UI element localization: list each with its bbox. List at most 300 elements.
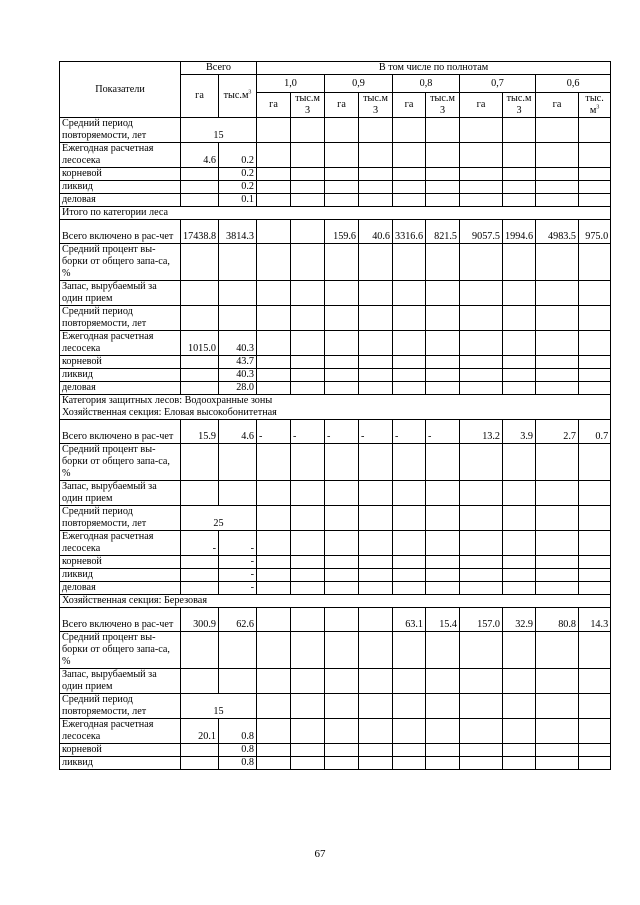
density-m3-cell (426, 719, 460, 744)
density-m3-cell (291, 608, 325, 632)
density-ga-cell (536, 369, 579, 382)
density-m3-cell (579, 281, 611, 306)
density-ga-cell (257, 719, 291, 744)
density-m3-cell: 821.5 (426, 220, 460, 244)
density-ga-cell (325, 444, 359, 481)
density-m3-cell (291, 244, 325, 281)
density-m3-cell (426, 569, 460, 582)
row-label: Ежегодная расчетная лесосека (60, 331, 181, 356)
total-ga-cell (181, 757, 219, 770)
row-label: Средний период повторяемости, лет (60, 694, 181, 719)
total-m3-cell: 62.6 (219, 608, 257, 632)
table-row (60, 220, 611, 244)
density-m3-cell (359, 168, 393, 181)
density-ga-cell (393, 382, 426, 395)
density-ga-cell: 3316.6 (393, 220, 426, 244)
density-m3-cell (291, 531, 325, 556)
table-row (60, 244, 611, 281)
density-m3-cell (359, 556, 393, 569)
total-ga-cell (181, 194, 219, 207)
total-m3-cell: 0.8 (219, 744, 257, 757)
density-m3-cell (291, 382, 325, 395)
row-label: корневой (60, 168, 181, 181)
section-row (60, 395, 611, 420)
total-m3-cell: 0.2 (219, 181, 257, 194)
density-ga-cell (393, 632, 426, 669)
density-m3-cell (291, 744, 325, 757)
header-unit-m3: тыс. $м^3$ (579, 93, 611, 118)
density-ga-cell (393, 281, 426, 306)
density-ga-cell (393, 194, 426, 207)
total-ga-cell (181, 382, 219, 395)
density-m3-cell (359, 143, 393, 168)
forest-cutting-table (59, 61, 611, 770)
density-ga-cell (460, 281, 503, 306)
density-ga-cell (257, 506, 291, 531)
density-m3-cell (359, 757, 393, 770)
density-ga-cell (325, 168, 359, 181)
density-m3-cell (291, 556, 325, 569)
density-ga-cell (257, 369, 291, 382)
section-row (60, 207, 611, 220)
section-title (60, 395, 611, 420)
density-m3-cell (359, 506, 393, 531)
table-row (60, 369, 611, 382)
density-ga-cell (460, 531, 503, 556)
density-m3-cell (359, 569, 393, 582)
density-m3-cell (579, 757, 611, 770)
density-ga-cell (325, 244, 359, 281)
header-indicators: Показатели (60, 62, 181, 118)
density-ga-cell (325, 143, 359, 168)
density-m3-cell (579, 382, 611, 395)
density-m3-cell (426, 369, 460, 382)
header-density-2: 0,9 (325, 75, 393, 93)
density-ga-cell (257, 481, 291, 506)
density-m3-cell (359, 181, 393, 194)
density-ga-cell (536, 481, 579, 506)
density-ga-cell (536, 281, 579, 306)
density-ga-cell (460, 143, 503, 168)
density-ga-cell (393, 582, 426, 595)
density-ga-cell (460, 168, 503, 181)
header-unit-ga: га (393, 93, 426, 118)
density-m3-cell (359, 719, 393, 744)
density-m3-cell (426, 744, 460, 757)
density-ga-cell (257, 608, 291, 632)
density-ga-cell (325, 719, 359, 744)
density-m3-cell (291, 506, 325, 531)
density-m3-cell (426, 632, 460, 669)
density-ga-cell (257, 306, 291, 331)
density-m3-cell (359, 444, 393, 481)
density-ga-cell: 63.1 (393, 608, 426, 632)
row-label: корневой (60, 556, 181, 569)
density-ga-cell (325, 356, 359, 369)
row-label: Средний период повторяемости, лет (60, 506, 181, 531)
table-row (60, 608, 611, 632)
header-density-3: 0,8 (393, 75, 460, 93)
density-ga-cell (393, 506, 426, 531)
density-m3-cell: 32.9 (503, 608, 536, 632)
density-m3-cell (503, 481, 536, 506)
density-ga-cell (257, 694, 291, 719)
density-ga-cell (393, 481, 426, 506)
total-ga-cell (181, 744, 219, 757)
row-label: корневой (60, 744, 181, 757)
density-m3-cell (503, 669, 536, 694)
density-ga-cell (536, 194, 579, 207)
density-m3-cell (579, 632, 611, 669)
density-ga-cell (325, 608, 359, 632)
density-ga-cell (536, 531, 579, 556)
table-row (60, 420, 611, 444)
density-m3-cell: 975.0 (579, 220, 611, 244)
density-ga-cell (460, 506, 503, 531)
density-ga-cell (460, 556, 503, 569)
density-m3-cell (579, 356, 611, 369)
total-ga-cell (181, 481, 219, 506)
table-header (60, 62, 611, 118)
density-ga-cell (393, 669, 426, 694)
density-ga-cell (460, 719, 503, 744)
header-total: Всего (181, 62, 257, 75)
header-unit-m3: тыс.м 3 (426, 93, 460, 118)
density-ga-cell (257, 118, 291, 143)
density-ga-cell: - (393, 420, 426, 444)
density-ga-cell (393, 168, 426, 181)
density-m3-cell (579, 506, 611, 531)
density-ga-cell (325, 757, 359, 770)
total-ga-cell: 17438.8 (181, 220, 219, 244)
row-label: Средний процент вы-борки от общего запа-са, % (60, 244, 181, 281)
table-row (60, 143, 611, 168)
density-m3-cell (579, 694, 611, 719)
density-ga-cell (460, 744, 503, 757)
density-m3-cell (503, 306, 536, 331)
density-ga-cell (257, 356, 291, 369)
total-ga-cell: - (181, 531, 219, 556)
row-label: Ежегодная расчетная лесосека (60, 719, 181, 744)
density-m3-cell (426, 244, 460, 281)
density-ga-cell (393, 531, 426, 556)
table-row (60, 444, 611, 481)
density-m3-cell (503, 369, 536, 382)
density-m3-cell (291, 669, 325, 694)
table-row (60, 569, 611, 582)
density-m3-cell (503, 719, 536, 744)
density-m3-cell (291, 569, 325, 582)
density-ga-cell (257, 632, 291, 669)
table-row (60, 669, 611, 694)
density-ga-cell (460, 632, 503, 669)
density-ga-cell (325, 632, 359, 669)
density-ga-cell (536, 143, 579, 168)
header-total-m3: $тыс.м^3$ (219, 75, 257, 118)
density-m3-cell (579, 481, 611, 506)
density-ga-cell: 80.8 (536, 608, 579, 632)
density-ga-cell (257, 757, 291, 770)
total-ga-cell (181, 356, 219, 369)
density-m3-cell (579, 582, 611, 595)
density-m3-cell (291, 220, 325, 244)
density-ga-cell (257, 168, 291, 181)
density-m3-cell (426, 194, 460, 207)
density-ga-cell (325, 306, 359, 331)
density-m3-cell: 1994.6 (503, 220, 536, 244)
density-ga-cell (325, 181, 359, 194)
table-row (60, 632, 611, 669)
density-ga-cell (393, 556, 426, 569)
density-ga-cell (536, 306, 579, 331)
density-ga-cell (325, 556, 359, 569)
density-ga-cell (257, 143, 291, 168)
total-m3-cell: 0.1 (219, 194, 257, 207)
density-ga-cell (536, 382, 579, 395)
total-ga-cell: 4.6 (181, 143, 219, 168)
density-m3-cell (503, 694, 536, 719)
density-m3-cell (426, 331, 460, 356)
page-number: 67 (314, 848, 326, 860)
density-ga-cell (460, 481, 503, 506)
density-ga-cell (257, 444, 291, 481)
density-m3-cell (359, 281, 393, 306)
total-m3-cell: - (219, 582, 257, 595)
density-ga-cell (393, 569, 426, 582)
density-m3-cell (503, 744, 536, 757)
header-unit-ga: га (257, 93, 291, 118)
table-row (60, 356, 611, 369)
row-label: деловая (60, 582, 181, 595)
header-unit-ga: га (536, 93, 579, 118)
density-ga-cell (257, 281, 291, 306)
density-ga-cell (393, 694, 426, 719)
total-m3-cell: 40.3 (219, 331, 257, 356)
total-m3-cell (219, 281, 257, 306)
density-ga-cell (257, 531, 291, 556)
density-m3-cell (503, 556, 536, 569)
density-m3-cell: 3.9 (503, 420, 536, 444)
density-ga-cell (536, 181, 579, 194)
density-ga-cell (257, 556, 291, 569)
density-ga-cell (257, 582, 291, 595)
density-ga-cell (460, 569, 503, 582)
density-ga-cell (325, 569, 359, 582)
total-m3-cell: 28.0 (219, 382, 257, 395)
density-m3-cell (503, 582, 536, 595)
row-label: Запас, вырубаемый за один прием (60, 481, 181, 506)
density-ga-cell (460, 444, 503, 481)
total-ga-cell (181, 181, 219, 194)
density-m3-cell (579, 531, 611, 556)
table-row (60, 306, 611, 331)
density-m3-cell (359, 632, 393, 669)
total-m3-cell: - (219, 556, 257, 569)
density-ga-cell (536, 444, 579, 481)
density-m3-cell (291, 143, 325, 168)
density-m3-cell (579, 369, 611, 382)
table-row (60, 744, 611, 757)
density-m3-cell (503, 382, 536, 395)
table-row (60, 194, 611, 207)
row-label: корневой (60, 356, 181, 369)
total-m3-cell: 0.8 (219, 719, 257, 744)
density-m3-cell (426, 118, 460, 143)
density-ga-cell (257, 669, 291, 694)
table-row (60, 556, 611, 569)
density-ga-cell: 9057.5 (460, 220, 503, 244)
row-label: Средний процент вы-борки от общего запа-са, % (60, 444, 181, 481)
density-ga-cell (536, 506, 579, 531)
table-row (60, 181, 611, 194)
total-ga-cell (181, 569, 219, 582)
density-m3-cell (359, 118, 393, 143)
density-m3-cell (579, 744, 611, 757)
section-title-line: Категория защитных лесов: Водоохранные зоны (62, 395, 273, 406)
density-ga-cell (460, 694, 503, 719)
density-ga-cell (536, 356, 579, 369)
density-ga-cell: 159.6 (325, 220, 359, 244)
total-m3-cell (219, 444, 257, 481)
total-ga-cell (181, 582, 219, 595)
header-unit-ga: га (460, 93, 503, 118)
density-m3-cell: 40.6 (359, 220, 393, 244)
density-ga-cell (257, 220, 291, 244)
total-ga-cell (181, 281, 219, 306)
density-m3-cell (503, 356, 536, 369)
density-m3-cell (291, 356, 325, 369)
density-m3-cell (291, 281, 325, 306)
density-m3-cell (359, 382, 393, 395)
density-ga-cell: - (257, 420, 291, 444)
row-label: Всего включено в рас-чет (60, 420, 181, 444)
density-ga-cell (393, 719, 426, 744)
total-m3-cell: 40.3 (219, 369, 257, 382)
section-title: Хозяйственная секция: Березовая (60, 595, 611, 608)
density-ga-cell (536, 556, 579, 569)
density-m3-cell (579, 444, 611, 481)
density-m3-cell (291, 118, 325, 143)
header-unit-m3: тыс.м 3 (291, 93, 325, 118)
density-m3-cell (503, 632, 536, 669)
row-label: ликвид (60, 757, 181, 770)
density-ga-cell (460, 356, 503, 369)
density-m3-cell (503, 506, 536, 531)
density-m3-cell (291, 181, 325, 194)
density-m3-cell (359, 694, 393, 719)
density-m3-cell (579, 556, 611, 569)
density-ga-cell (393, 356, 426, 369)
density-m3-cell (426, 506, 460, 531)
density-ga-cell (460, 382, 503, 395)
total-ga-cell (181, 168, 219, 181)
density-m3-cell (359, 356, 393, 369)
density-ga-cell (257, 569, 291, 582)
density-ga-cell (257, 181, 291, 194)
density-ga-cell (257, 194, 291, 207)
density-m3-cell (359, 369, 393, 382)
density-m3-cell (426, 143, 460, 168)
header-including: В том числе по полнотам (257, 62, 611, 75)
density-m3-cell: 15.4 (426, 608, 460, 632)
density-ga-cell (536, 757, 579, 770)
density-m3-cell (291, 632, 325, 669)
density-ga-cell (460, 244, 503, 281)
total-m3-cell: 0.2 (219, 168, 257, 181)
density-m3-cell (426, 181, 460, 194)
density-ga-cell (325, 582, 359, 595)
density-ga-cell (325, 382, 359, 395)
density-m3-cell (291, 331, 325, 356)
density-m3-cell: - (426, 420, 460, 444)
total-m3-cell: 0.2 (219, 143, 257, 168)
row-label: деловая (60, 194, 181, 207)
total-center-value: 15 (181, 694, 257, 719)
density-m3-cell (503, 281, 536, 306)
density-m3-cell (359, 669, 393, 694)
section-title-line: Хозяйственная секция: Еловая высокобонитетная (62, 407, 277, 418)
density-ga-cell (460, 331, 503, 356)
total-ga-cell: 300.9 (181, 608, 219, 632)
total-m3-cell (219, 669, 257, 694)
density-ga-cell (536, 669, 579, 694)
table-row (60, 331, 611, 356)
header-density-5: 0,6 (536, 75, 611, 93)
row-label: Всего включено в рас-чет (60, 220, 181, 244)
density-m3-cell (503, 168, 536, 181)
row-label: Средний процент вы-борки от общего запа-са, % (60, 632, 181, 669)
density-m3-cell: 14.3 (579, 608, 611, 632)
density-ga-cell (325, 281, 359, 306)
table-row (60, 694, 611, 719)
density-ga-cell (325, 118, 359, 143)
header-unit-ga: га (325, 93, 359, 118)
density-ga-cell (536, 244, 579, 281)
density-m3-cell (291, 719, 325, 744)
density-m3-cell (579, 331, 611, 356)
table-row (60, 382, 611, 395)
total-m3-cell: - (219, 531, 257, 556)
density-ga-cell (257, 744, 291, 757)
density-ga-cell (460, 194, 503, 207)
density-m3-cell (291, 481, 325, 506)
density-ga-cell (393, 244, 426, 281)
density-m3-cell (426, 669, 460, 694)
density-ga-cell (460, 118, 503, 143)
density-m3-cell (426, 168, 460, 181)
total-m3-cell: 43.7 (219, 356, 257, 369)
table-row (60, 281, 611, 306)
density-ga-cell (325, 194, 359, 207)
total-ga-cell (181, 556, 219, 569)
density-m3-cell (426, 281, 460, 306)
section-title: Итого по категории леса (60, 207, 611, 220)
density-ga-cell (536, 118, 579, 143)
table-row (60, 481, 611, 506)
density-ga-cell: 13.2 (460, 420, 503, 444)
total-ga-cell: 20.1 (181, 719, 219, 744)
density-ga-cell (536, 744, 579, 757)
density-m3-cell (503, 181, 536, 194)
density-m3-cell (503, 118, 536, 143)
row-label: деловая (60, 382, 181, 395)
density-ga-cell (325, 331, 359, 356)
density-m3-cell (426, 694, 460, 719)
density-m3-cell (579, 719, 611, 744)
density-ga-cell (393, 181, 426, 194)
density-ga-cell (393, 306, 426, 331)
density-ga-cell (257, 382, 291, 395)
